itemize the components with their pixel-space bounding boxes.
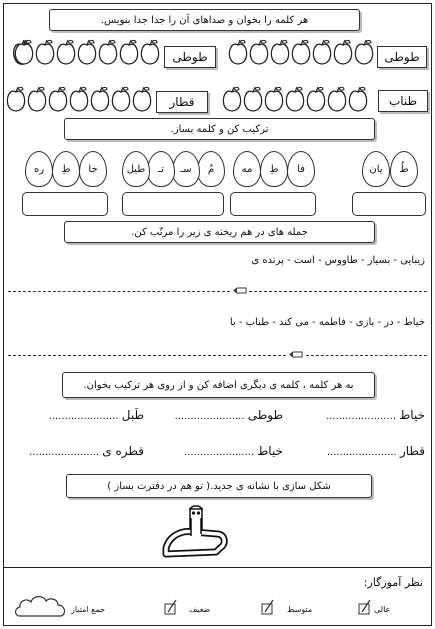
teacher-comment-label: نظر آموزگار:	[363, 576, 423, 589]
grade-weak[interactable]: ضعیف	[189, 605, 211, 614]
scrambled-sentence-2: خیاط - در - بازی - فاطمه - می کند - طناب - با	[229, 317, 425, 328]
answer-box-3[interactable]	[122, 192, 224, 216]
instruction-banner-5	[66, 474, 372, 498]
pencil-icon	[289, 351, 303, 358]
cloud-icon	[12, 592, 70, 620]
instruction-text-4: به هر کلمه ، کلمه ی دیگری اضافه کن و از روی هر ترکیب بخوان.	[83, 379, 354, 391]
syllable-egg: ره	[25, 151, 53, 187]
instruction-text-5: شکل سازی با نشانه ی جدید.( تو هم در دفترت بساز )	[107, 480, 331, 492]
checkbox-pencil-icon[interactable]	[261, 598, 275, 616]
syllable-egg: طیل	[122, 151, 150, 187]
answer-box-1[interactable]	[352, 192, 426, 216]
writing-line-1[interactable]	[8, 291, 230, 292]
instruction-text-2: ترکیب کن و کلمه بساز.	[170, 123, 269, 135]
worksheet-page	[3, 3, 432, 626]
writing-line-2b[interactable]	[306, 355, 427, 356]
instruction-banner-4	[62, 372, 375, 398]
grade-average[interactable]: متوسط	[287, 605, 313, 614]
word-completion-item[interactable]: خیاط ......................	[184, 444, 283, 458]
syllable-egg: مُ	[197, 151, 225, 187]
instruction-text-3: جمله های در هم ریخته ی زیر را مرتّب کن.	[131, 226, 308, 238]
syllable-egg: سـ	[172, 151, 200, 187]
writing-line-2[interactable]	[8, 355, 286, 356]
word-box-row2-left	[156, 91, 208, 113]
instruction-banner-1	[49, 9, 360, 31]
word-box-row1-left	[164, 46, 216, 68]
instruction-banner-3	[64, 221, 375, 243]
answer-box-2[interactable]	[230, 192, 316, 216]
syllable-egg: طُ	[390, 151, 418, 187]
word-completion-item[interactable]: طَبل ......................	[48, 408, 144, 422]
answer-box-4[interactable]	[22, 192, 108, 216]
scrambled-sentence-1: زیبایی - بسیار - طاووس - است - پرنده ی	[251, 255, 425, 266]
checkbox-pencil-icon[interactable]	[358, 598, 372, 616]
syllable-egg: یان	[362, 151, 390, 187]
grade-excellent[interactable]: عالی	[374, 605, 391, 614]
syllable-egg: مه	[233, 151, 261, 187]
word-row2-right: طناب	[388, 94, 418, 108]
syllable-egg: طِ	[52, 151, 80, 187]
grade-total-score: جمع امتیاز	[71, 605, 106, 614]
word-completion-item[interactable]: قطار ......................	[326, 444, 425, 458]
instruction-banner-2	[64, 118, 375, 140]
writing-line-1b[interactable]	[249, 291, 427, 292]
checkbox-pencil-icon[interactable]	[164, 598, 178, 616]
word-row1-left: طوطی	[172, 50, 208, 64]
syllable-egg: طِ	[260, 151, 288, 187]
word-row2-left: قطار	[169, 95, 195, 109]
letter-shape-drawing	[160, 504, 230, 562]
syllable-egg: خا	[79, 151, 107, 187]
syllable-egg: فا	[287, 151, 315, 187]
instruction-text-1: هر کلمه را بخوان و صداهای آن را جدا جدا بنویس.	[100, 14, 309, 26]
word-box-row2-right	[378, 90, 428, 112]
word-completion-item[interactable]: خیاط ......................	[326, 408, 425, 422]
footer-divider	[4, 567, 431, 568]
apples-row-1	[4, 37, 433, 67]
word-row1-right: طوطی	[384, 50, 420, 64]
word-completion-item[interactable]: طوطی ......................	[174, 408, 283, 422]
word-completion-item[interactable]: قطره ی ......................	[29, 444, 144, 458]
pencil-icon	[233, 287, 247, 294]
word-box-row1-right	[377, 46, 427, 68]
syllable-egg: تـ	[147, 151, 175, 187]
apples-row-2	[4, 84, 433, 114]
